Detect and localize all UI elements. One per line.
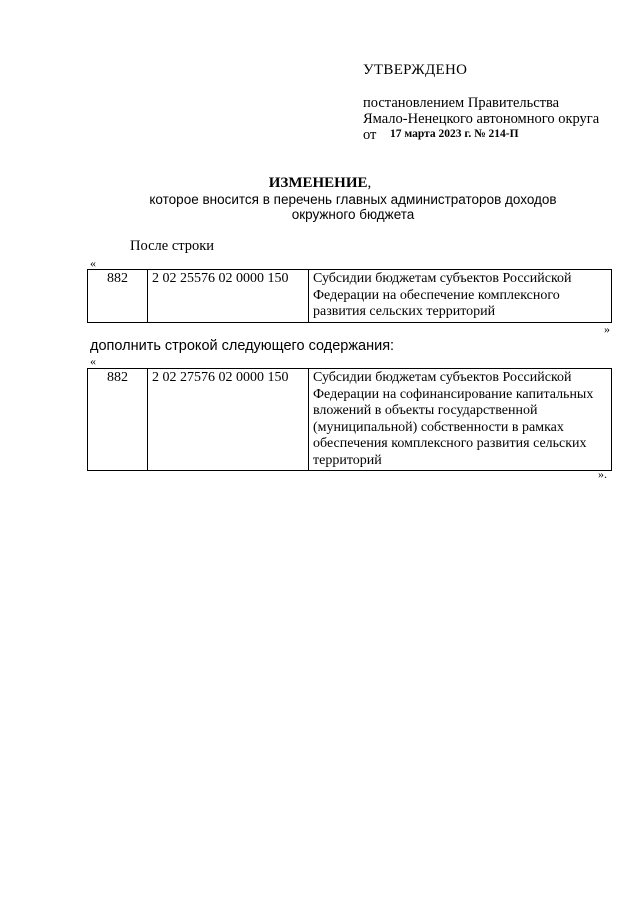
quote-open-2: « xyxy=(90,354,96,368)
revenue-name-cell: Субсидии бюджетам субъектов Российской Федерации на обеспечение комплексного развития сельских территорий xyxy=(309,270,612,323)
new-row-table xyxy=(87,368,612,471)
heading-subtitle-1: которое вносится в перечень главных администраторов доходов xyxy=(149,192,557,207)
quote-close-1: » xyxy=(604,322,610,336)
approval-date: 17 марта 2023 г. № 214-П xyxy=(390,128,519,140)
after-row-label: После строки xyxy=(130,238,215,254)
heading-subtitle-2: окружного бюджета xyxy=(291,207,415,222)
document-heading xyxy=(0,175,640,192)
kbk-code-cell: 2 02 27576 02 0000 150 xyxy=(148,369,309,471)
kbk-code-cell: 2 02 25576 02 0000 150 xyxy=(148,270,309,323)
approval-title: УТВЕРЖДЕНО xyxy=(363,62,468,78)
admin-code-cell: 882 xyxy=(88,369,148,471)
quote-close-2: ». xyxy=(598,467,607,481)
revenue-name-cell: Субсидии бюджетам субъектов Российской Федерации на софинансирование капитальных вложений в объекты государственной (муниципальной) собственности в рамках обеспечения комплексного развития сельских территорий xyxy=(309,369,612,471)
heading-title: ИЗМЕНЕНИЕ xyxy=(268,175,368,191)
supplement-label: дополнить строкой следующего содержания: xyxy=(90,338,395,354)
table-row xyxy=(88,270,612,323)
admin-code-cell: 882 xyxy=(88,270,148,323)
approval-line-1: постановлением Правительства xyxy=(363,95,560,111)
heading-comma: , xyxy=(367,175,372,191)
existing-row-table xyxy=(87,269,612,323)
approval-from-label: от xyxy=(363,127,377,143)
table-row xyxy=(88,369,612,471)
approval-line-2: Ямало-Ненецкого автономного округа xyxy=(363,111,600,127)
quote-open-1: « xyxy=(90,256,96,270)
